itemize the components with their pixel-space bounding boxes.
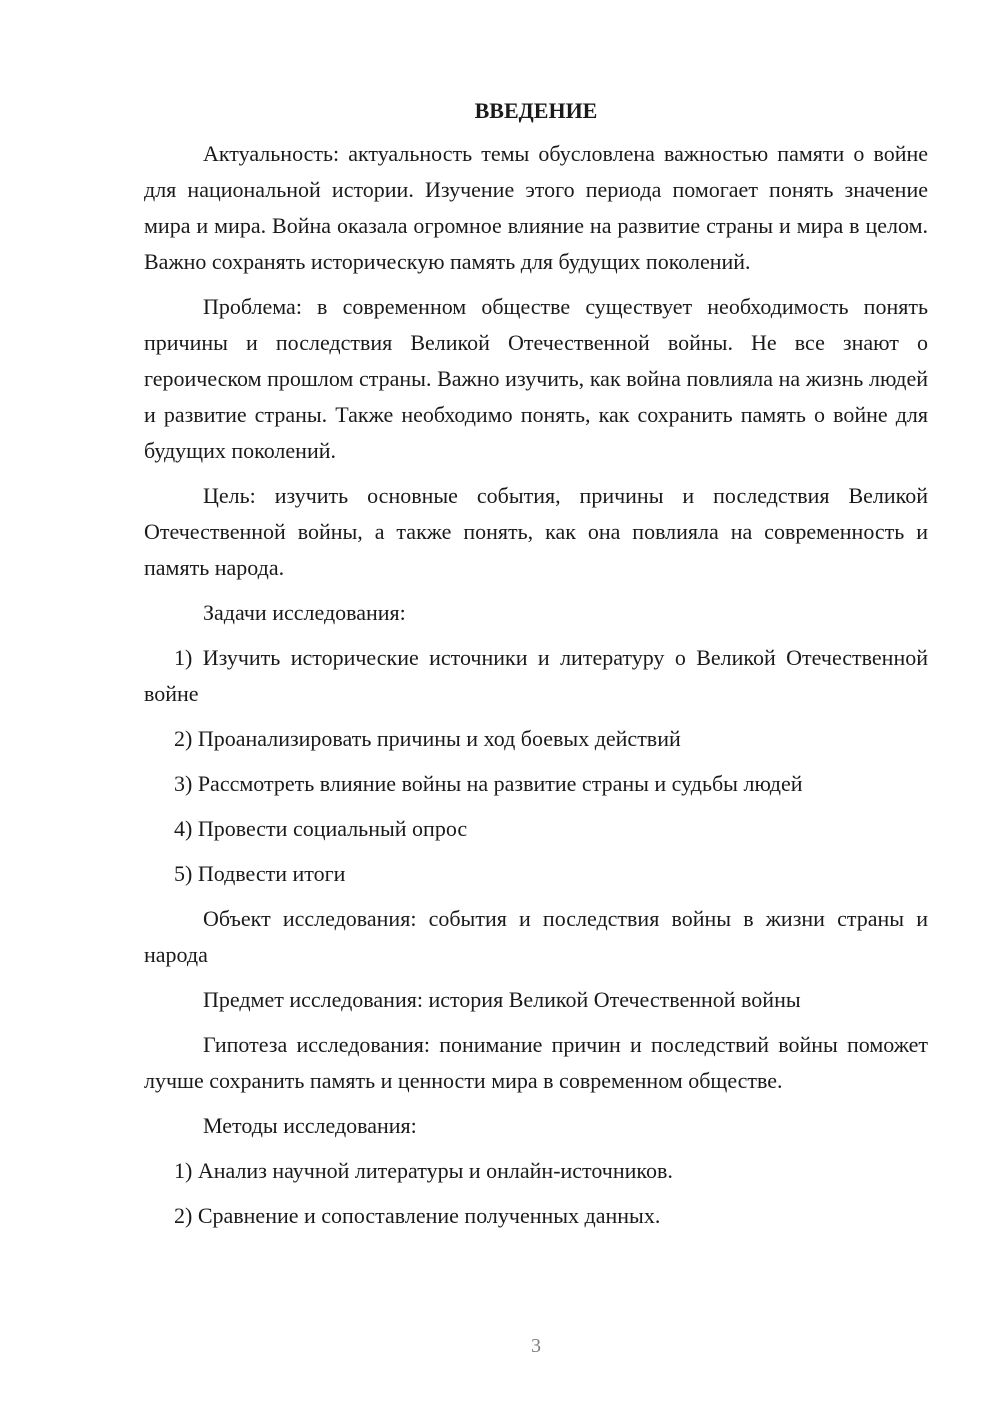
task-item-2: 2) Проанализировать причины и ход боевых действий [174,726,681,751]
task-item-3: 3) Рассмотреть влияние войны на развитие страны и судьбы людей [174,771,803,796]
subject-paragraph: Предмет исследования: история Великой Отечественной войны [203,987,801,1012]
hypothesis-paragraph: Гипотеза исследования: понимание причин и последствий войны поможет лучше сохранить память и ценности мира в современном обществе. [144,1032,928,1093]
page-number: 3 [531,1335,541,1357]
task-item-1: 1) Изучить исторические источники и литературу о Великой Отечественной войне [144,645,928,706]
object-paragraph: Объект исследования: события и последствия войны в жизни страны и народа [144,906,928,967]
task-item-4: 4) Провести социальный опрос [174,816,468,841]
method-item-1: 1) Анализ научной литературы и онлайн-источников. [174,1158,673,1183]
task-item-5: 5) Подвести итоги [174,861,346,886]
tasks-heading: Задачи исследования: [203,600,406,625]
problem-paragraph: Проблема: в современном обществе существует необходимость понять причины и последствия Великой Отечественной войны. Не все знают о героическом прошлом страны. Важно изучить, как война повлияла на жизнь людей и развитие страны. Также необходимо понять, как сохранить память о войне для будущих поколений. [144,294,928,463]
section-title: ВВЕДЕНИЕ [474,98,598,123]
goal-paragraph: Цель: изучить основные события, причины и последствия Великой Отечественной войны, а также понять, как она повлияла на современность и память народа. [144,483,928,580]
relevance-paragraph: Актуальность: актуальность темы обусловлена важностью памяти о войне для национальной истории. Изучение этого периода помогает понять значение мира и мира. Война оказала огромное влияние на развитие страны и мира в целом. Важно сохранять историческую память для будущих поколений. [144,141,928,274]
method-item-2: 2) Сравнение и сопоставление полученных данных. [174,1203,661,1228]
page-content [144,94,928,1243]
methods-heading: Методы исследования: [203,1113,417,1138]
